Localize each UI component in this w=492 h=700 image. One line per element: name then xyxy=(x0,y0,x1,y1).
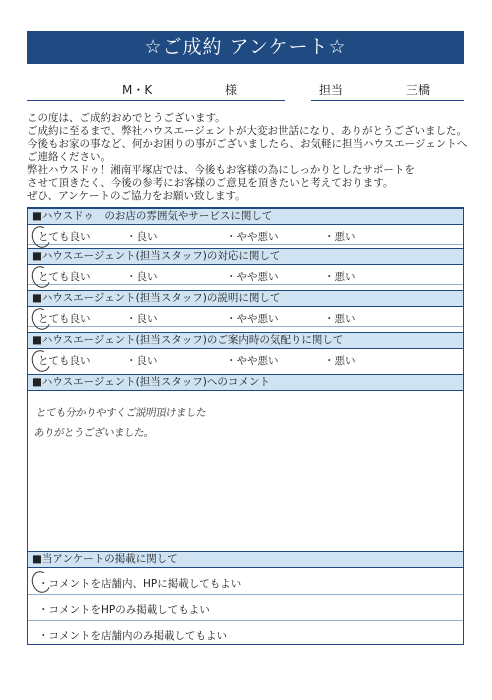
rating-options xyxy=(28,349,463,368)
selected-circle-mark xyxy=(29,306,53,333)
selected-circle-mark xyxy=(29,264,53,291)
rating-options xyxy=(28,307,463,327)
customer-name-field xyxy=(27,76,285,101)
rating-option-bad[interactable]: ・悪い xyxy=(324,231,356,243)
rating-options xyxy=(28,225,463,245)
publication-title: ■当アンケートの掲載に関して xyxy=(28,551,463,568)
rating-option-good[interactable]: ・良い xyxy=(126,355,158,367)
survey-form xyxy=(27,207,464,645)
rating-option-somewhat-bad[interactable]: ・やや悪い xyxy=(226,271,279,283)
intro-line: ご成約に至るまで、弊社ハウスエージェントが大変お世話になり、ありがとうございました。 xyxy=(27,125,468,137)
rating-option-somewhat-bad[interactable]: ・やや悪い xyxy=(226,231,279,243)
question-title: ■ハウスエージェント(担当スタッフ)の対応に関して xyxy=(28,248,463,265)
selected-circle-mark xyxy=(29,224,53,251)
intro-line: 今後もお家の事など、何かお困りの事がございましたら、お気軽に担当ハウスエージェントへ xyxy=(27,138,468,150)
staff-name-field xyxy=(311,76,464,101)
rating-option-somewhat-bad[interactable]: ・やや悪い xyxy=(226,313,279,325)
rating-option-bad[interactable]: ・悪い xyxy=(324,271,356,283)
rating-option-somewhat-bad[interactable]: ・やや悪い xyxy=(226,355,279,367)
question-title: ■ハウスエージェント(担当スタッフ)の説明に関して xyxy=(28,290,463,307)
page-title: ☆ご成約 アンケート☆ xyxy=(27,31,464,64)
comment-title: ■ハウスエージェント(担当スタッフ)へのコメント xyxy=(28,374,463,391)
question-title: ■ハウスドゥ のお店の雰囲気やサービスに関して xyxy=(28,208,463,225)
intro-line: させて頂きたく、今後の参考にお客様のご意見を頂きたいと考えております。 xyxy=(27,177,394,189)
customer-honorific: 様 xyxy=(225,83,238,97)
publication-option-store-and-hp[interactable]: ・コメントを店舗内、HPに掲載してもよい xyxy=(28,568,463,595)
rating-option-good[interactable]: ・良い xyxy=(126,313,158,325)
intro-message xyxy=(27,112,467,203)
publication-option-store-only[interactable]: ・コメントを店舗内のみ掲載してもよい xyxy=(38,630,227,642)
rating-option-very-good[interactable]: とても良い xyxy=(38,231,91,243)
intro-line: ご連絡ください。 xyxy=(27,151,111,163)
intro-line: この度は、ご成約おめでとうございます。 xyxy=(27,112,226,124)
staff-label: 担当 xyxy=(319,83,344,97)
rating-option-good[interactable]: ・良い xyxy=(126,271,158,283)
staff-name: 三橋 xyxy=(406,83,431,97)
intro-line: 弊社ハウスドゥ！湘南平塚店では、今後もお客様の為にしっかりとしたサポートを xyxy=(27,164,415,176)
rating-option-good[interactable]: ・良い xyxy=(126,231,158,243)
selected-circle-mark xyxy=(29,348,53,375)
rating-option-very-good[interactable]: とても良い xyxy=(38,313,91,325)
customer-name: M・K xyxy=(122,83,153,97)
comment-textarea[interactable] xyxy=(28,391,463,551)
handwritten-comment-line: ありがとうございました。 xyxy=(33,427,155,439)
rating-option-bad[interactable]: ・悪い xyxy=(324,313,356,325)
rating-option-bad[interactable]: ・悪い xyxy=(324,355,356,367)
rating-option-very-good[interactable]: とても良い xyxy=(38,355,91,367)
rating-option-very-good[interactable]: とても良い xyxy=(38,271,91,283)
publication-option-hp-only[interactable]: ・コメントをHPのみ掲載してもよい xyxy=(28,594,463,621)
intro-line: ぜひ、アンケートのご協力をお願い致します。 xyxy=(27,190,246,202)
handwritten-comment-line: とても分かりやすくご説明頂けました xyxy=(35,407,207,419)
rating-options xyxy=(28,265,463,285)
question-title: ■ハウスエージェント(担当スタッフ)のご案内時の気配りに関して xyxy=(28,332,463,349)
selected-circle-mark xyxy=(29,569,53,596)
